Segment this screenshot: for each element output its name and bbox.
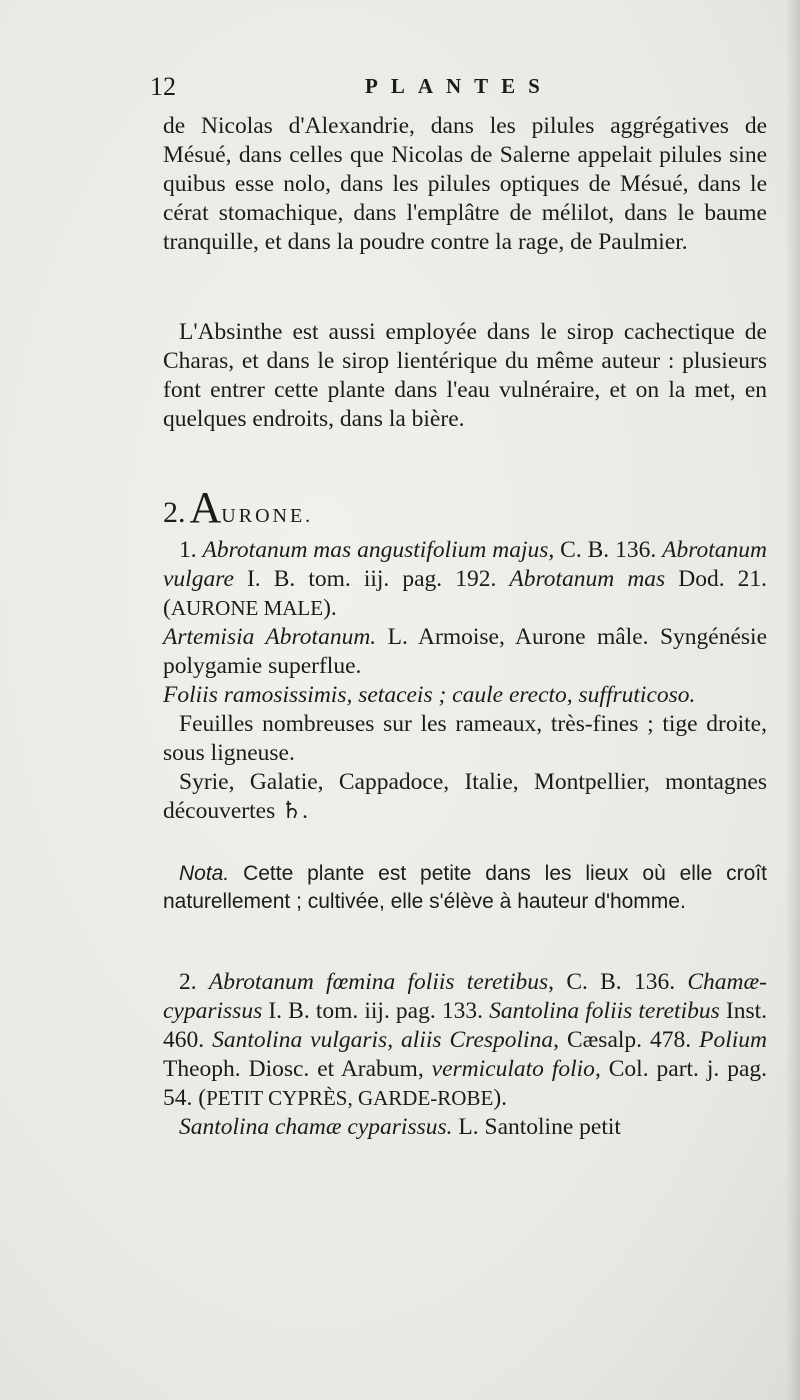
synonym-italic: Abrotanum fœmina foliis teretibus [208, 969, 549, 995]
entry-2-synonyms [163, 968, 767, 1113]
common-name: AURONE MALE [170, 596, 324, 620]
section-number: 2. [163, 496, 186, 529]
synonym-ref: Inst. 460. [163, 998, 767, 1053]
synonym-italic: Polium [699, 1027, 767, 1053]
page-edge-shadow [786, 0, 800, 1400]
page-number: 12 [150, 72, 176, 101]
entry-1-description: Feuilles nombreuses sur les rameaux, très-fines ; tige droite, sous ligneuse. [163, 711, 767, 766]
entry-2-linnaean [163, 1113, 767, 1142]
synonym-ref: , Cæsalp. 478. [553, 1027, 692, 1053]
entry-1-synonyms [163, 536, 767, 623]
entry-number: 1. [179, 537, 197, 563]
entry-1-diagnosis [163, 681, 767, 710]
synonym-ref: Dod. 21. ( [163, 566, 768, 621]
text-paragraph: de Nicolas d'Alexandrie, dans les pilules aggrégatives de Mésué, dans celles que Nicolas de Salerne appelait pilules sine quibus esse nolo, dans les pilules optiques de Mésué, dans le cérat stomachique, dans l'emplâtre de mélilot, dans le baume tranquille, et dans la poudre contre la rage, de Paulmier. [163, 113, 767, 255]
nota-text: Cette plante est petite dans les lieux où elle croît naturellement ; cultivée, elle s'élève à hauteur d'homme. [163, 862, 767, 913]
text-paragraph: L'Absinthe est aussi employée dans le sirop cachectique de Charas, et dans le sirop lientérique du même auteur : plusieurs font entrer cette plante dans l'eau vulnéraire, et on la met, en quelques endroits, dans la bière. [163, 319, 767, 432]
entry-1-habitat: Syrie, Galatie, Cappadoce, Italie, Montpellier, montagnes découvertes ♄. [163, 769, 767, 824]
synonym-italic: Abrotanum mas [509, 566, 666, 592]
linnaean-text: L. Santoline petit [458, 1114, 621, 1140]
linnaean-name: Santolina chamæ cyparissus. [179, 1114, 453, 1140]
entry-2 [163, 968, 767, 1142]
synonym-ref: , Col. part. j. pag. 54. ( [163, 1056, 768, 1111]
nota-label: Nota. [179, 862, 230, 885]
running-head: PLANTES [365, 74, 553, 98]
latin-diagnosis: Foliis ramosissimis, setaceis ; caule erecto, suffruticoso. [163, 682, 696, 708]
synonym-ref: , C. B. 136. [548, 537, 657, 563]
synonym-italic: Santolina foliis teretibus [489, 998, 720, 1024]
entry-1-nota [163, 860, 767, 916]
synonym-ref: I. B. tom. iij. pag. 192. [246, 566, 497, 592]
paragraph-absinthe [163, 318, 767, 434]
synonym-ref: I. B. tom. iij. pag. 133. [268, 998, 483, 1024]
synonym-italic: Chamæ-cyparissus [163, 969, 768, 1024]
section-heading [163, 482, 313, 532]
linnaean-name: Artemisia Abrotanum. [163, 624, 377, 650]
entry-1-linnaean [163, 623, 767, 681]
synonym-italic: Abrotanum vulgare [163, 537, 767, 592]
entry-number: 2. [179, 969, 197, 995]
synonym-italic: Abrotanum mas angustifolium majus [202, 537, 549, 563]
common-name-end: ). [323, 595, 337, 621]
common-name-end: ). [493, 1085, 508, 1111]
common-name: PETIT CYPRÈS, GARDE-ROBE [206, 1086, 494, 1110]
entry-1 [163, 536, 767, 826]
synonym-italic: Santolina vulgaris, aliis Crespolina [212, 1027, 554, 1053]
synonym-ref: , C. B. 136. [548, 969, 676, 995]
synonym-ref: Theoph. Diosc. et Arabum, [163, 1056, 424, 1082]
section-title-rest: URONE. [221, 505, 314, 527]
page-header [150, 72, 770, 104]
section-title-initial: A [189, 483, 222, 532]
linnaean-text: L. Armoise, Aurone mâle. Syngénésie polygamie superflue. [163, 624, 768, 679]
synonym-italic: vermiculato folio [431, 1056, 595, 1082]
paragraph-continuation [163, 112, 767, 257]
